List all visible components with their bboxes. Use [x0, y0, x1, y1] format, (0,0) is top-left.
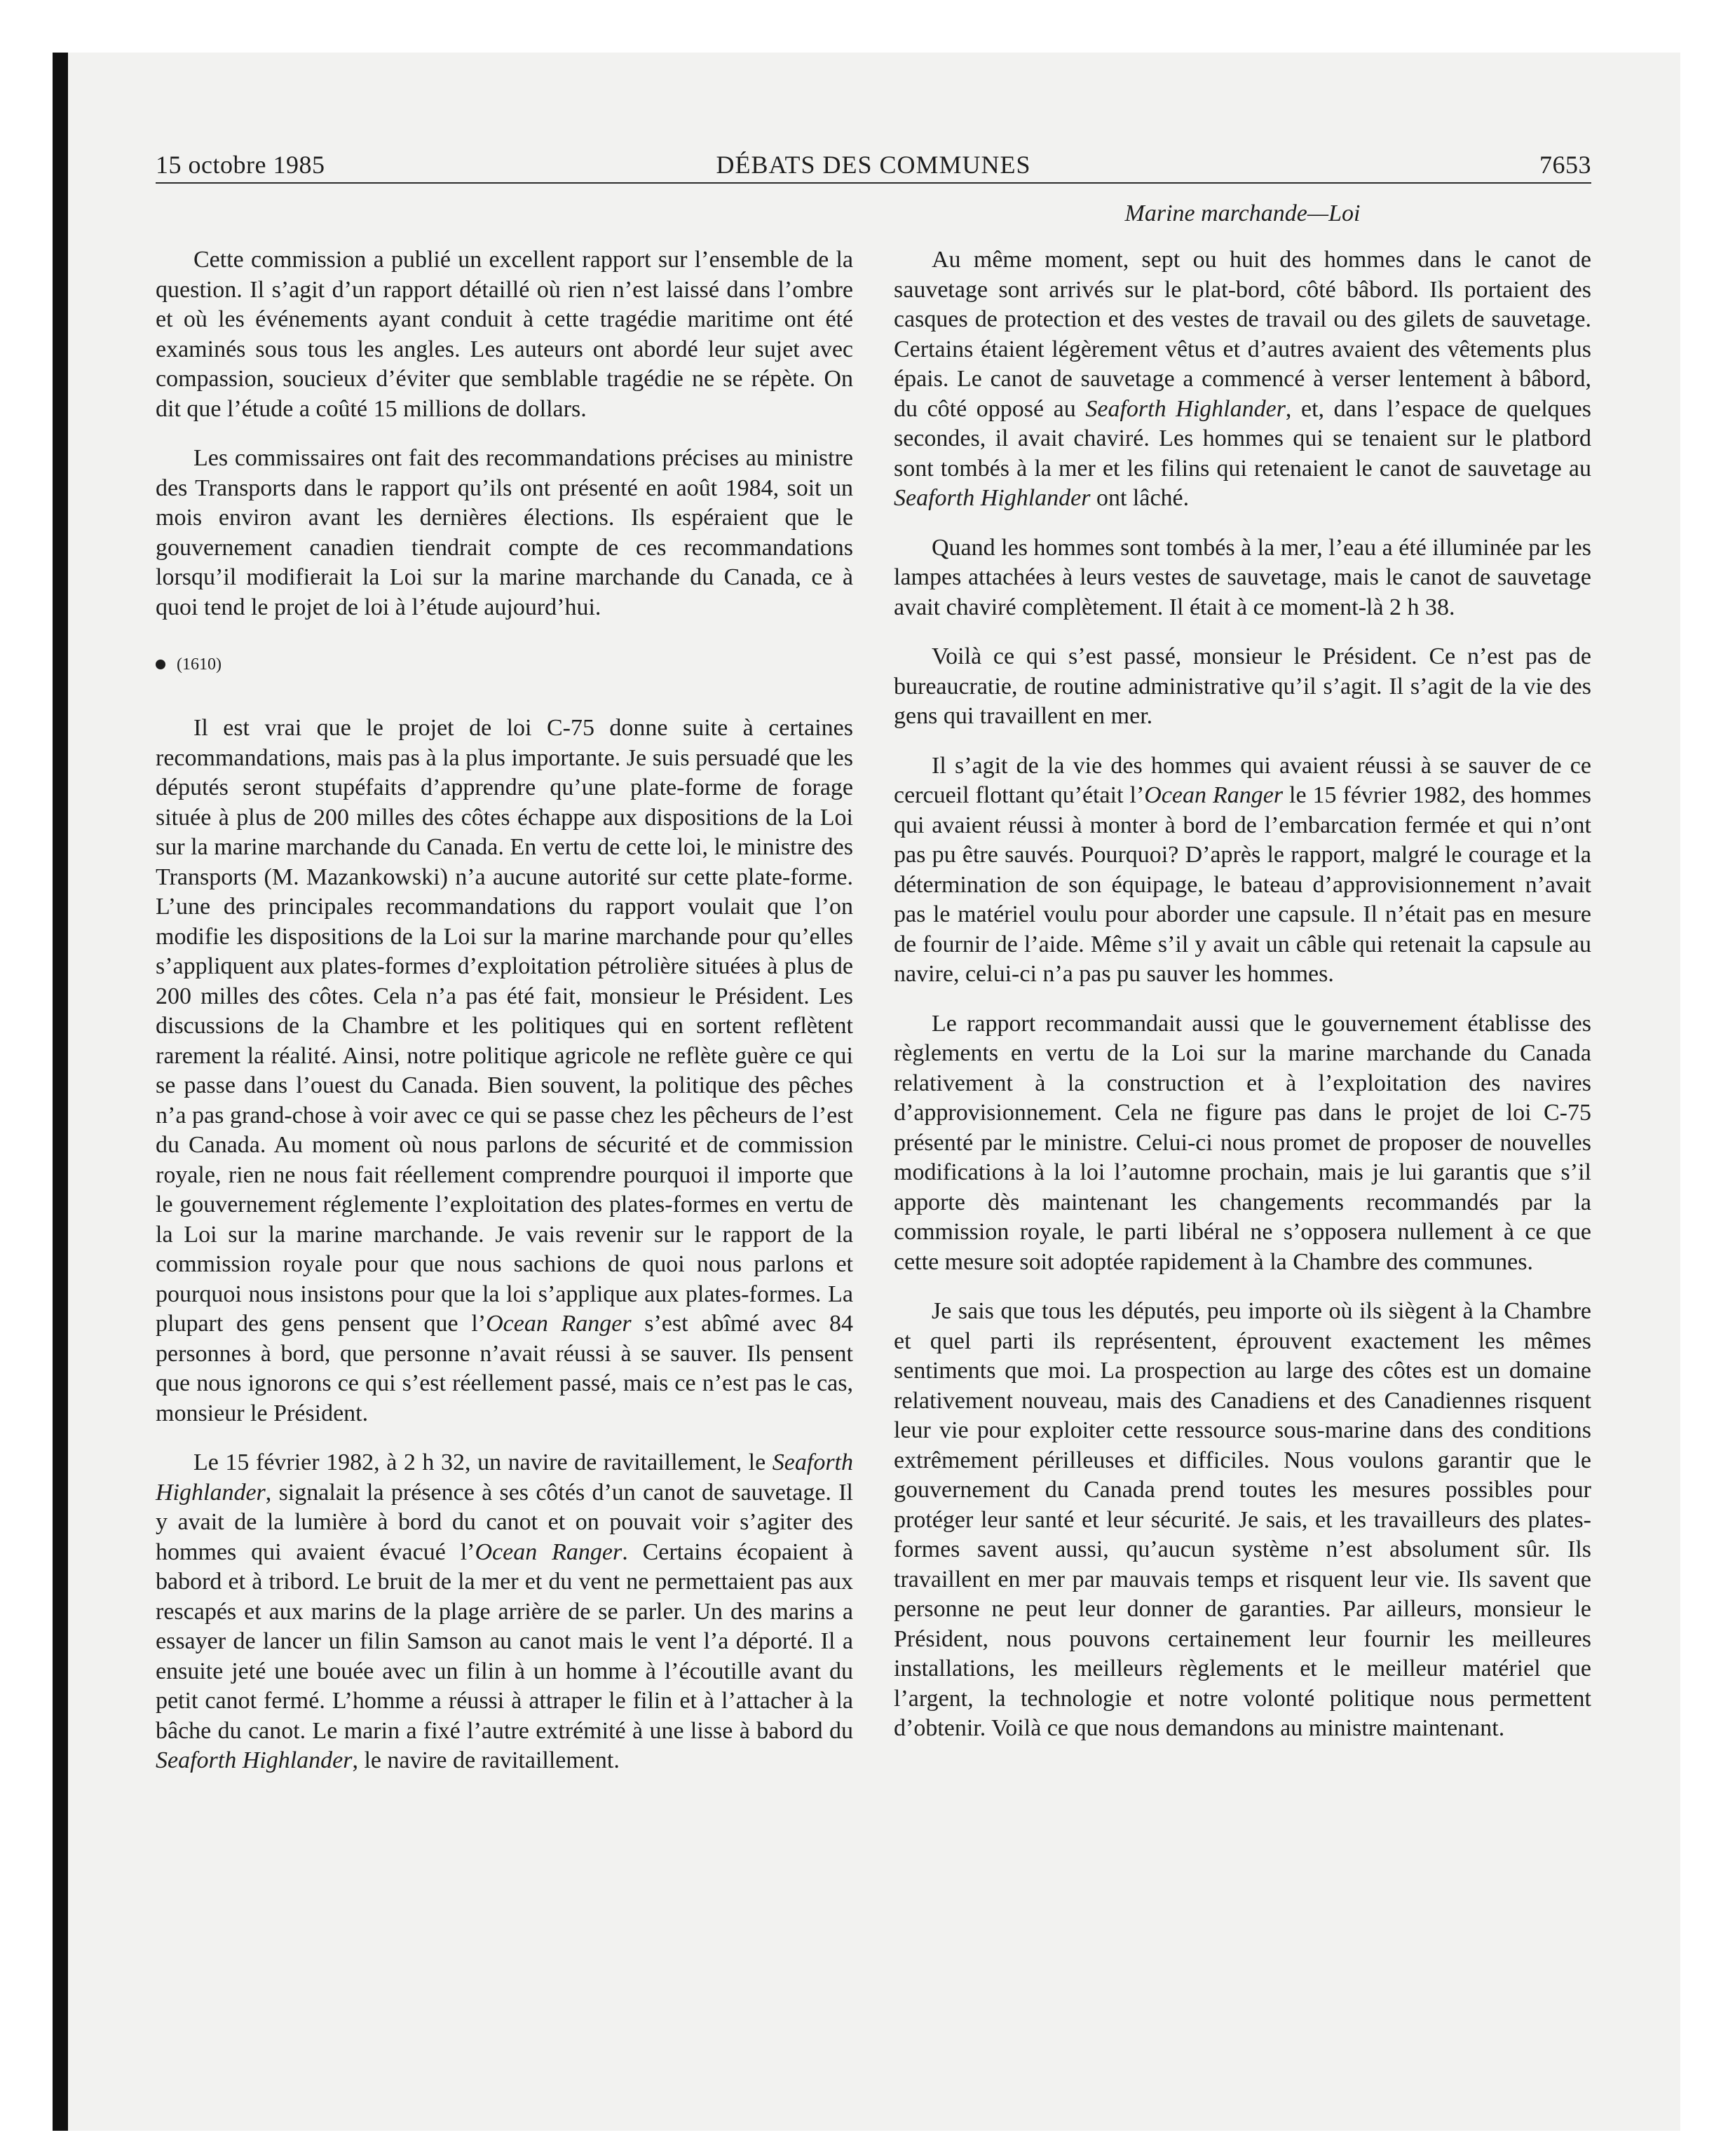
italic-vessel-name: Ocean Ranger [1144, 782, 1284, 808]
text-run: Au même moment, sept ou huit des hommes dans le canot de sauvetage sont arrivés sur le plat-bord, côté bâbord. Ils portaient des casques de protection et des vestes de travail ou des gilets de sauvetage. Certains étaient légèrement vêtus et d’autres avaient des vêtements plus épais. Le canot de sauvetage a commencé à verser lentement à bâbord, du côté opposé au [894, 247, 1591, 422]
header-rule [156, 182, 1591, 184]
running-head [156, 147, 1591, 181]
right-column [894, 245, 1591, 1763]
italic-vessel-name: Seaforth Highlander [156, 1449, 853, 1506]
italic-vessel-name: Seaforth Highlander [1085, 395, 1286, 422]
time-marker [156, 642, 853, 687]
text-run: , et, dans l’espace de quelques secondes, il avait chaviré. Les hommes qui se tenaient sur le platbord sont tombés à la mer et les filins qui retenaient le canot de sauvetage au [894, 395, 1591, 482]
text-run: Il est vrai que le projet de loi C-75 donne suite à certaines recommandations, mais pas à la plus importante. Je suis persuadé que les députés seront stupéfaits d’apprendre qu’une plate-forme de forage située à plus de 200 milles des côtes échappe aux dispositions de la Loi sur la marine marchande du Canada. En vertu de cette loi, le ministre des Transports (M. Mazankowski) n’a aucune autorité sur cette plate-forme. L’une des principales recommandations du rapport voulait que l’on modifie les dispositions de la Loi sur la marine marchande pour qu’elles s’appliquent aux plates-formes d’exploitation pétrolière situées à plus de 200 milles des côtes. Cela n’a pas été fait, monsieur le Président. Les discussions de la Chambre et les politiques qui en sortent reflètent rarement la réalité. Ainsi, notre politique agricole ne reflète guère ce qui se passe dans l’ouest du Canada. Bien souvent, la politique des pêches n’a pas grand-chose à voir avec ce qui se passe chez les pêcheurs de l’est du Canada. Au moment où nous parlons de sécurité et de commission royale, rien ne nous fait réellement comprendre pourquoi il importe que le gouvernement réglemente l’exploitation des plates-formes en vertu de la Loi sur la marine marchande. Je vais revenir sur le rapport de la commission royale pour que nous sachions de quoi nous parlons et pourquoi nous insistons pour que la loi s’applique aux plates-formes. La plupart des gens pensent que l’ [156, 715, 853, 1337]
right-paragraph-5: Le rapport recommandait aussi que le gouvernement établisse des règlements en vertu de la Loi sur la marine marchande du Canada relativement à la construction et à l’exploitation des navires d’approvisionnement. Cela ne figure pas dans le projet de loi C-75 présenté par le ministre. Celui-ci nous promet de proposer de nouvelles modifications à la loi l’automne prochain, mais je lui garantis que s’il apporte dès maintenant les changements recommandés par la commission royale, le parti libéral ne s’opposera nullement à ce que cette mesure soit adoptée rapidement à la Chambre des communes. [894, 1010, 1591, 1275]
left-paragraph-3 [156, 714, 853, 1428]
bullet-icon [156, 660, 165, 669]
right-paragraph-6: Je sais que tous les députés, peu importe où ils siègent à la Chambre et quel parti ils représentent, éprouvent exactement les mêmes sentiments que moi. La prospection au large des côtes est un domaine relativement nouveau, mais des Canadiens et des Canadiennes risquent leur vie pour exploiter cette ressource sous-marine dans des conditions extrêmement périlleuses et difficiles. Nous voulons garantir que le gouvernement du Canada prend toutes les mesures possibles pour protéger leur santé et leur sécurité. Je sais, et les travailleurs des plates-formes savent aussi, qu’aucun système n’est absolument sûr. Ils travaillent en mer par mauvais temps et risquent leur vie. Ils savent que personne ne peut leur donner de garanties. Par ailleurs, monsieur le Président, nous pouvons certainement leur fournir les meilleures installations, les meilleurs règlements et le meilleur matériel que l’argent, la technologie et notre volonté politique nous permettent d’obtenir. Voilà ce que nous demandons au ministre maintenant. [894, 1298, 1591, 1741]
header-date: 15 octobre 1985 [156, 151, 325, 179]
text-run: . Certains écopaient à babord et à tribord. Le bruit de la mer et du vent ne permettaient pas aux rescapés et aux marins de la plage arrière de se parler. Un des marins a essayer de lancer un filin Samson au canot mais le vent l’a déporté. Il a ensuite jeté une bouée avec un filin à un homme à l’écoutille avant du petit canot fermé. L’homme a réussi à attraper le filin et à l’attacher à la bâche du canot. Le marin a fixé l’autre extrémité à une lisse à babord du [156, 1538, 853, 1744]
italic-vessel-name: Ocean Ranger [475, 1538, 622, 1565]
text-run: le 15 février 1982, des hommes qui avaient réussi à monter à bord de l’embarcation fermée et qui n’ont pas pu être sauvés. Pourquoi? D’après le rapport, malgré le courage et la détermination de son équipage, le bateau d’approvisionnement n’avait pas le matériel voulu pour aborder une capsule. Il n’était pas en mesure de fournir de l’aide. Même s’il y avait un câble qui retenait la capsule au navire, celui-ci n’a pas pu sauver les hommes. [894, 782, 1592, 987]
text-run: s’est abîmé avec 84 personnes à bord, que personne n’avait réussi à se sauver. Ils pensent que nous ignorons ce qui s’est réellement passé, mais ce n’est pas le cas, monsieur le Président. [156, 1311, 854, 1426]
italic-vessel-name: Seaforth Highlander [156, 1747, 353, 1773]
right-paragraph-4 [894, 751, 1591, 990]
scan-edge-border [53, 53, 68, 2131]
text-run: , signalait la présence à ses côtés d’un canot de sauvetage. Il y avait de la lumière à bord du canot et on pouvait voir s’agiter des hommes qui avaient évacué l’ [156, 1479, 853, 1565]
text-run: ont lâché. [1090, 485, 1190, 511]
left-paragraph-4 [156, 1448, 853, 1776]
italic-vessel-name: Seaforth Highlander [894, 485, 1091, 511]
text-run: , le navire de ravitaillement. [352, 1747, 620, 1773]
text-run: Il s’agit de la vie des hommes qui avaient réussi à se sauver de ce cercueil flottant qu’était l’ [894, 752, 1591, 808]
time-marker-text: (1610) [177, 655, 222, 674]
left-paragraph-2: Les commissaires ont fait des recommandations précises au ministre des Transports dans le rapport qu’ils ont présenté en août 1984, soit un mois environ avant les dernières élections. Ils espéraient que le gouvernement canadien tiendrait compte de ces recommandations lorsqu’il modifierait la Loi sur la marine marchande du Canada, ce à quoi tend le projet de loi à l’étude aujourd’hui. [156, 445, 853, 620]
section-title: Marine marchande—Loi [1124, 200, 1361, 226]
left-column [156, 245, 853, 1796]
text-run: Le 15 février 1982, à 2 h 32, un navire de ravitaillement, le [193, 1449, 773, 1475]
right-paragraph-2: Quand les hommes sont tombés à la mer, l’eau a été illuminée par les lampes attachées à leurs vestes de sauvetage, mais le canot de sauvetage avait chaviré complètement. Il était à ce moment-là 2 h 38. [894, 534, 1591, 620]
right-paragraph-1 [894, 245, 1591, 514]
right-paragraph-3: Voilà ce qui s’est passé, monsieur le Président. Ce n’est pas de bureaucratie, de routine administrative qu’il s’agit. Il s’agit de la vie des gens qui travaillent en mer. [894, 643, 1591, 729]
header-title: DÉBATS DES COMMUNES [716, 151, 1031, 179]
italic-vessel-name: Ocean Ranger [486, 1311, 632, 1337]
page-number: 7653 [1539, 151, 1591, 179]
left-paragraph-1: Cette commission a publié un excellent rapport sur l’ensemble de la question. Il s’agit d’un rapport détaillé où rien n’est laissé dans l’ombre et où les événements ayant conduit à cette tragédie maritime ont été examinés sous tous les angles. Les auteurs ont abordé leur sujet avec compassion, soucieux d’éviter que semblable tragédie ne se répète. On dit que l’étude a coûté 15 millions de dollars. [156, 247, 853, 422]
